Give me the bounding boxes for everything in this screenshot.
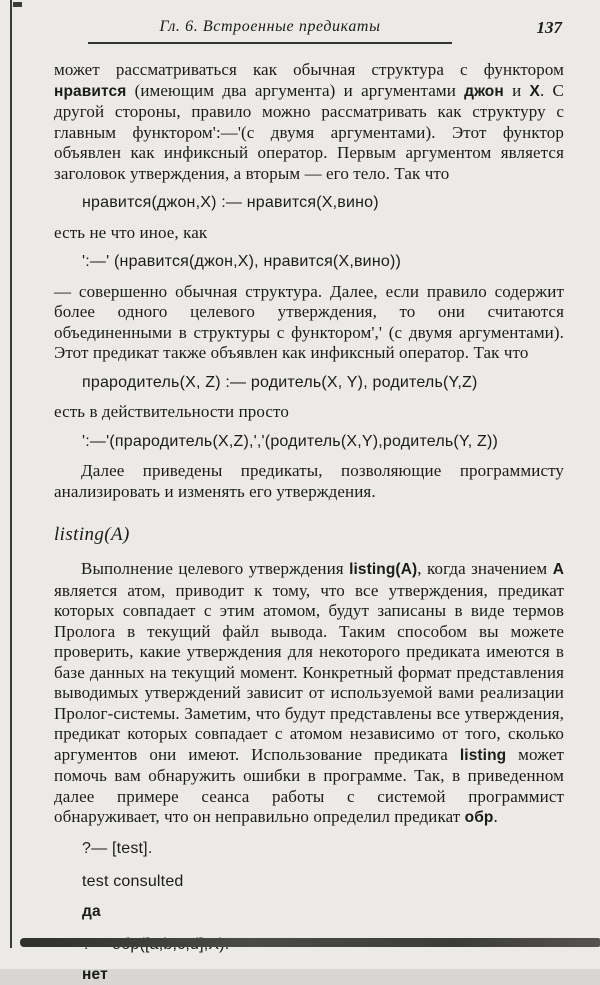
paragraph-connector-1: есть не что иное, как	[54, 223, 564, 244]
running-header	[54, 18, 564, 50]
section-heading-listing: listing(A)	[54, 524, 564, 546]
terminal-answer-yes: да	[82, 902, 564, 923]
scan-edge-bottom-artifact	[20, 938, 600, 947]
paragraph-connector-2: есть в действительности просто	[54, 402, 564, 423]
scan-edge-left-artifact	[10, 0, 12, 948]
scan-corner-artifact	[13, 2, 22, 7]
code-line-4: ':—'(прародитель(X,Z),','(родитель(X,Y),родитель(Y, Z))	[82, 432, 564, 453]
terminal-answer-no: нет	[82, 965, 564, 985]
paragraph-comma-functor: — совершенно обычная структура. Далее, если правило содержит более одного целевого утверждения, то они считаются объединенными в структуры с функтором',' (с двумя аргументами). Этот предикат также объявлен как инфиксный оператор. Так что	[54, 282, 564, 364]
terminal-query-1: ?— [test].	[82, 839, 564, 860]
code-line-3: прародитель(X, Z) :— родитель(X, Y), родитель(Y,Z)	[82, 373, 564, 394]
page-number: 137	[537, 18, 563, 38]
chapter-title: Гл. 6. Встроенные предикаты	[88, 18, 452, 44]
terminal-output-consulted: test consulted	[82, 872, 564, 893]
paragraph-structure-intro: может рассматриваться как обычная структура с функтором нравится (имеющим два аргумента) и аргументами джон и X. С другой стороны, правило можно рассматривать как структуру с главным функтором':—'(с двумя аргументами). Этот функтор объявлен как инфиксный оператор. Первым аргументом является заголовок утверждения, а вторым — его тело. Так что	[54, 60, 564, 184]
code-line-1: нравится(джон,X) :— нравится(X,вино)	[82, 193, 564, 214]
code-line-2: ':—' (нравится(джон,X), нравится(X,вино))	[82, 252, 564, 273]
paragraph-listing-description: Выполнение целевого утверждения listing(A), когда значением A является атом, приводит к тому, что все утверждения, предикат которых совпадает с этим атомом, будут записаны в виде термов Пролога в текущий файл вывода. Таким способом вы можете проверить, какие утверждения для некоторого предиката имеются в базе данных на текущий момент. Конкретный формат представления выводимых утверждений зависит от используемой вами реализации Пролог-системы. Заметим, что будут представлены все утверждения, предикат которых совпадает с атомом независимо от того, сколько аргументов они имеют. Использование предиката listing может помочь вам обнаружить ошибки в программе. Так, в приведенном далее примере сеанса работы с системой программист обнаруживает, что он неправильно определил предикат обр.	[54, 559, 564, 829]
paragraph-predicates-intro: Далее приведены предикаты, позволяющие программисту анализировать и изменять его утверждения.	[54, 461, 564, 502]
